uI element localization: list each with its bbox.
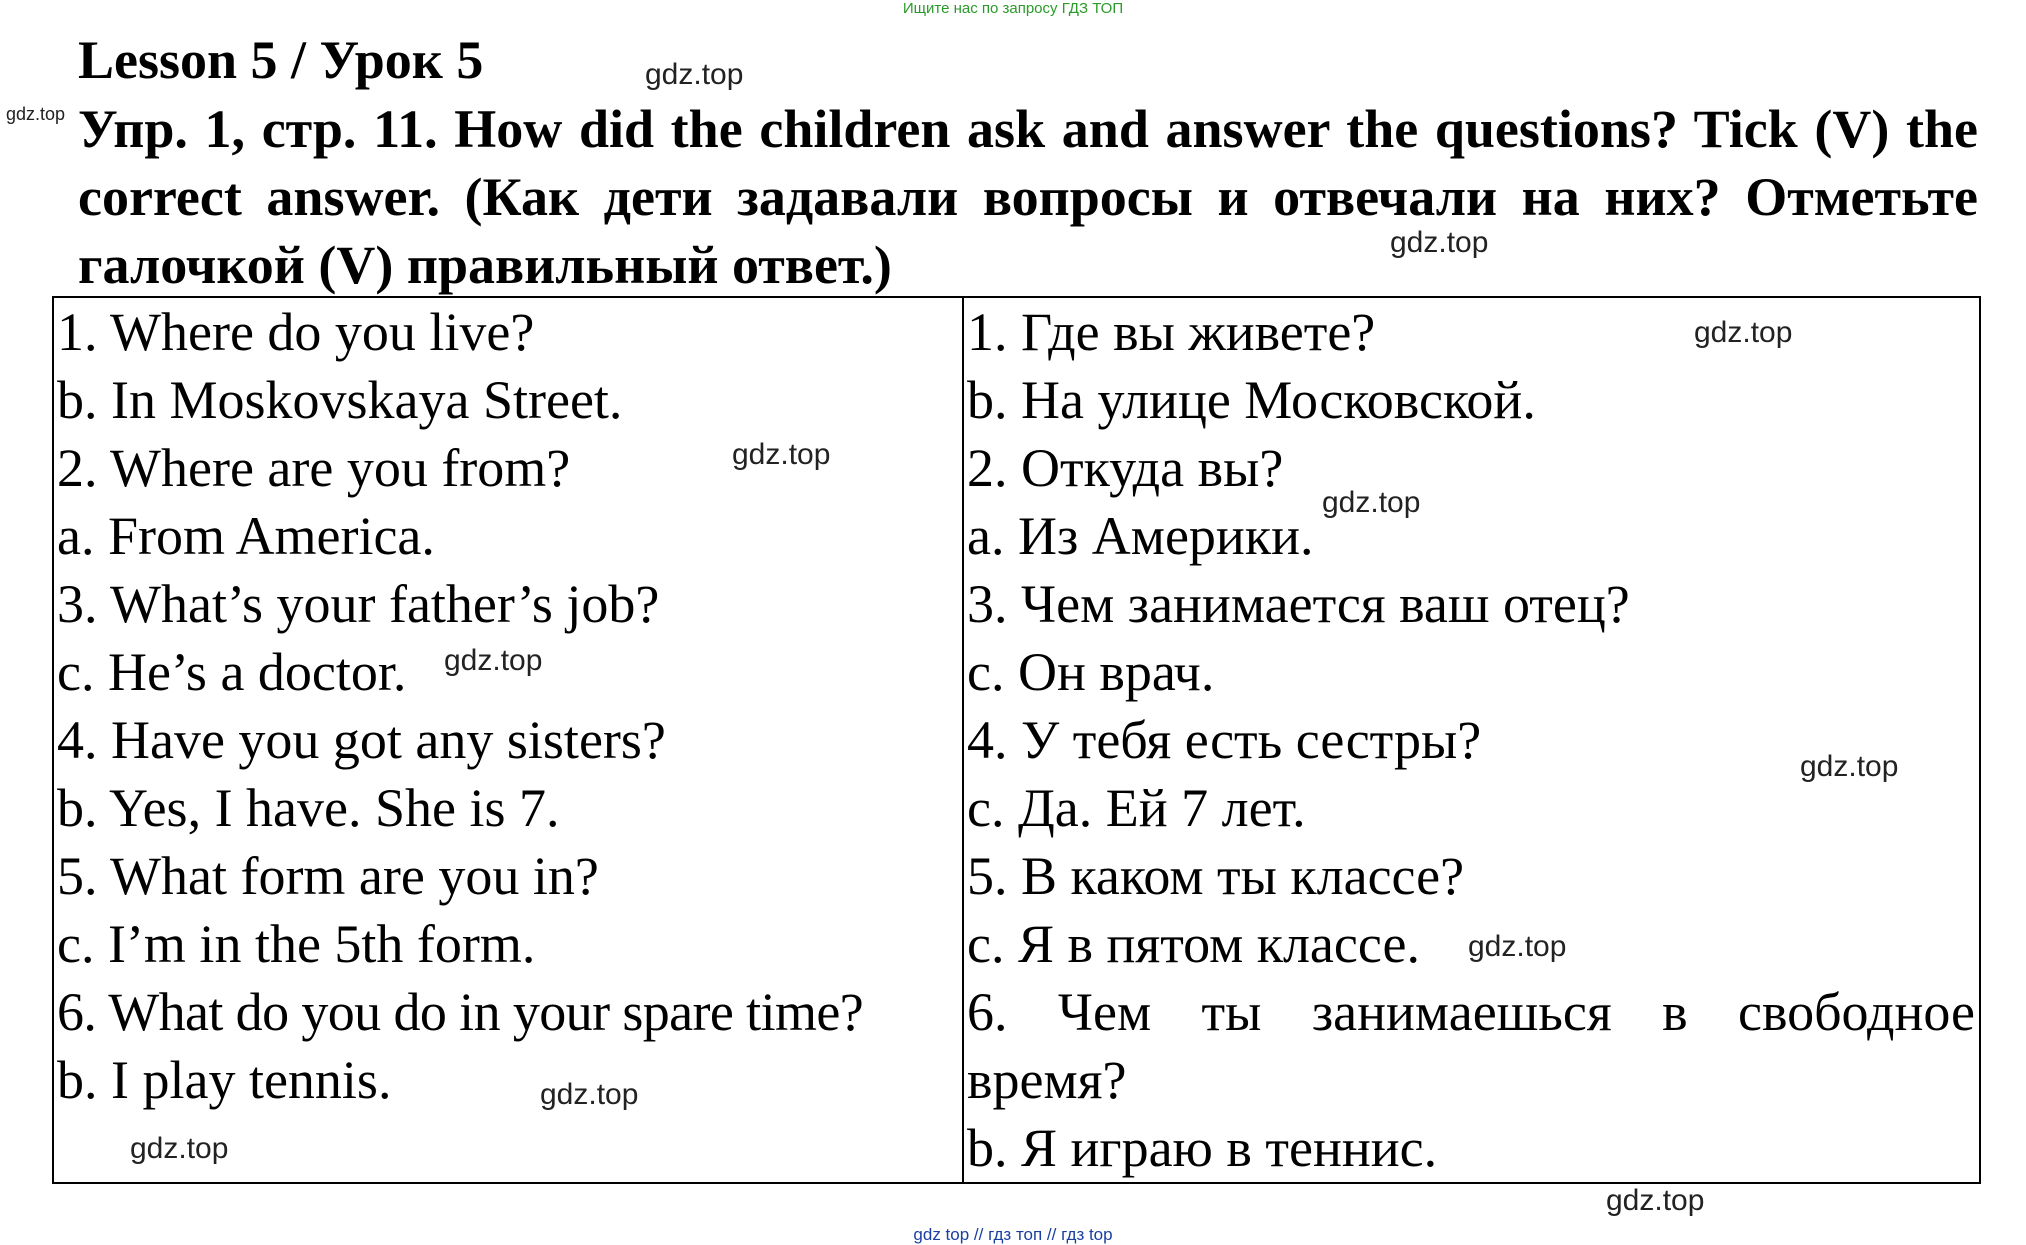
list-item: c. Да. Ей 7 лет. <box>967 778 1306 838</box>
watermark: gdz.top <box>6 104 66 124</box>
lesson-title: Lesson 5 / Урок 5 <box>78 30 484 90</box>
list-item: c. Он врач. <box>967 642 1215 702</box>
list-item: b. In Moskovskaya Street. <box>57 370 623 430</box>
watermark: gdz.top <box>1468 930 1567 963</box>
list-item: 1. Where do you live? <box>57 302 535 362</box>
russian-column <box>963 297 1980 1183</box>
watermark: gdz.top <box>444 644 543 677</box>
answers-table <box>52 296 1981 1184</box>
list-item: a. From America. <box>57 506 435 566</box>
top-search-note: Ищите нас по запросу ГДЗ ТОП <box>902 0 1124 17</box>
list-item: 4. У тебя есть сестры? <box>967 710 1482 770</box>
list-item: b. На улице Московской. <box>967 370 1536 430</box>
list-item: c. He’s a doctor. <box>57 642 407 702</box>
watermark: gdz.top <box>1694 316 1793 349</box>
watermark: gdz.top <box>1606 1184 1705 1217</box>
english-column <box>53 297 963 1183</box>
watermark: gdz.top <box>732 438 831 471</box>
list-item: 4. Have you got any sisters? <box>57 710 666 770</box>
watermark: gdz.top <box>540 1078 639 1111</box>
list-item: 2. Откуда вы? <box>967 438 1284 498</box>
list-item: c. Я в пятом классе. <box>967 914 1420 974</box>
list-item: 3. Чем занимается ваш отец? <box>967 574 1630 634</box>
list-item: b. I play tennis. <box>57 1050 392 1110</box>
list-item: 5. В каком ты классе? <box>967 846 1465 906</box>
table-row <box>53 297 1980 1183</box>
list-item: c. I’m in the 5th form. <box>57 914 536 974</box>
list-item: 3. What’s your father’s job? <box>57 574 660 634</box>
exercise-instruction: Упр. 1, стр. 11. How did the children ask and answer the questions? Tick (V) the correct answer. (Как дети задавали вопросы и отвечали на них? Отметьте галочкой (V) правильный ответ.) <box>78 99 1978 295</box>
list-item: a. Из Америки. <box>967 506 1314 566</box>
list-item: время? <box>967 1050 1127 1110</box>
list-item: b. Я играю в теннис. <box>967 1118 1438 1178</box>
list-item: 1. Где вы живете? <box>967 302 1376 362</box>
list-item: 6. What do you do in your spare time? <box>57 982 864 1042</box>
bottom-site-note: gdz top // гдз топ // гдз top <box>913 1225 1113 1244</box>
list-item: 2. Where are you from? <box>57 438 571 498</box>
watermark: gdz.top <box>1390 226 1489 259</box>
list-item: b. Yes, I have. She is 7. <box>57 778 560 838</box>
watermark: gdz.top <box>1800 750 1899 783</box>
list-item: 6. Чем ты занимаешься в свободное <box>967 982 1975 1042</box>
list-item: 5. What form are you in? <box>57 846 599 906</box>
watermark: gdz.top <box>1322 486 1421 519</box>
watermark: gdz.top <box>130 1132 229 1165</box>
watermark: gdz.top <box>645 58 744 91</box>
